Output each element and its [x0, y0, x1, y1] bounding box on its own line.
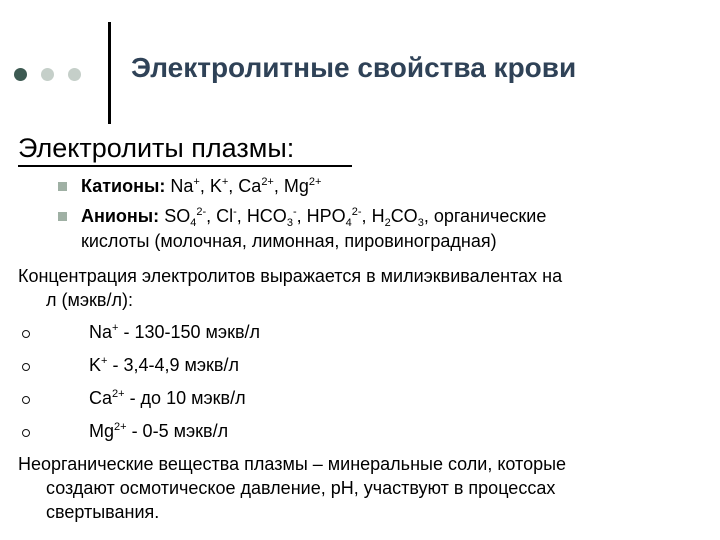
value-mg: $Mg^{2+} - 0-5$ мэкв/л	[89, 421, 229, 441]
ion-hco3: $HCO_3^-$	[246, 206, 297, 229]
section-heading: Электролиты плазмы:	[18, 133, 295, 163]
ion-h2co3: $H_2CO_3$	[371, 206, 424, 229]
circle-bullet-icon	[22, 396, 30, 404]
ion-ca: $Ca^{2+}$,	[238, 176, 284, 196]
circle-bullet-icon	[22, 363, 30, 371]
value-ca: $Ca^{2+}$ - до 10 мэкв/л	[89, 388, 246, 408]
ion-mg: $Mg^{2+}$	[283, 176, 322, 196]
anions-label: Анионы:	[81, 206, 160, 226]
anions-tail: , органические	[423, 206, 547, 226]
decor-dot-dark	[14, 68, 27, 81]
ion-na: Na+,	[170, 176, 210, 196]
decor-dot-light-1	[41, 68, 54, 81]
value-na: Na+ - 130-150 мэкв/л	[89, 322, 261, 342]
cations-label: Катионы:	[81, 176, 166, 196]
slide-title: Электролитные свойства крови	[131, 52, 577, 83]
anions-line: Анионы: $SO_4^{2-}$, Cl-, $HCO_3^-$, $HPO_4^{2-}$, $H_2CO_3$, органические	[81, 206, 547, 229]
cations-line	[81, 175, 321, 197]
circle-bullet-icon	[22, 330, 30, 338]
square-bullet-icon	[58, 212, 67, 221]
inorganic-line-1: Неорганические вещества плазмы – минеральные соли, которые	[18, 454, 567, 474]
ion-cl: Cl-	[216, 206, 237, 226]
heading-underline	[18, 165, 352, 167]
inorganic-line-2: создают осмотическое давление, pH, участвуют в процессах	[46, 478, 556, 498]
ion-so4: $SO_4^{2-}$	[164, 206, 207, 229]
concentration-line-2: л (мэкв/л):	[46, 290, 133, 310]
square-bullet-icon	[58, 182, 67, 191]
inorganic-line-3: свертывания.	[46, 502, 160, 522]
circle-bullet-icon	[22, 429, 30, 437]
anions-line-2: кислоты (молочная, лимонная, пировиноградная)	[81, 231, 497, 251]
ion-k: K+,	[209, 176, 239, 196]
ion-hpo4: $HPO_4^{2-}$	[306, 206, 362, 229]
concentration-line-1: Концентрация электролитов выражается в милиэквивалентах на	[18, 266, 563, 286]
title-divider	[108, 22, 111, 124]
decor-dot-light-2	[68, 68, 81, 81]
value-k: K+ - 3,4-4,9 мэкв/л	[89, 355, 239, 375]
